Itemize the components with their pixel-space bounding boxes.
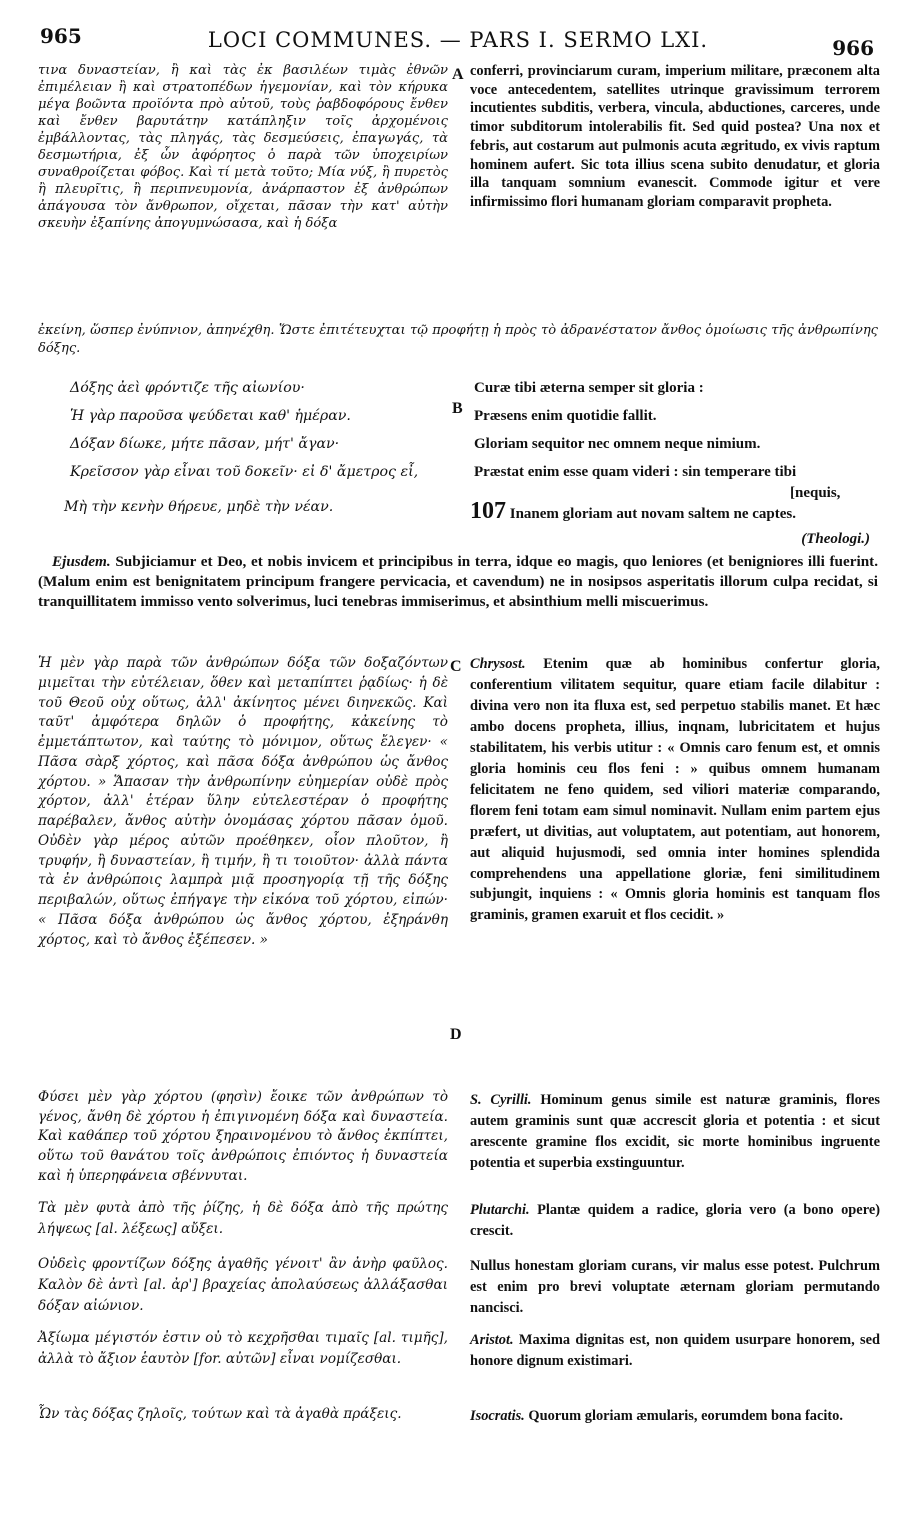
latin-column-plutarch: [470, 1200, 880, 1242]
greek-column-block-1: [38, 62, 448, 318]
greek-full-width-line: [38, 322, 878, 357]
latin-text: Quorum gloriam æmularis, eorumdem bona facito.: [528, 1408, 843, 1424]
verse-line: Ἡ γὰρ παροῦσα ψεύδεται καθ' ἡμέραν.: [70, 408, 351, 424]
verse-line: Curæ tibi æterna semper sit gloria :: [474, 380, 704, 396]
page-number-right: 966: [832, 36, 874, 60]
source-label: Chrysost.: [470, 656, 526, 672]
latin-column-block-1: [470, 62, 880, 318]
greek-verse-last: Μὴ τὴν κενὴν θήρευε, μηδὲ τὴν νέαν.: [64, 499, 334, 515]
greek-text: ἐκείνη, ὥσπερ ἐνύπνιον, ἀπηνέχθη. Ὥστε ἐπιτέτευχται τῷ προφήτῃ ἡ πρὸς τὸ ἀδρανέστατον ἄνθος ὁμοίωσις τῆς ἀνθρωπίνης δόξης.: [38, 323, 878, 356]
greek-text: Ἡ μὲν γὰρ παρὰ τῶν ἀνθρώπων δόξα τῶν δοξαζόντων μιμεῖται τὴν εὐτέλειαν, ὅθεν καὶ μεταπίπτει ῥᾳδίως· ἡ δὲ τοῦ Θεοῦ οὐχ οὕτως, ἀλλ' ἀκίνητος μένει διηνεκῶς. Καὶ ταῦτ' ἀμφότερα δηλῶν ὁ προφήτης, κἀκείνης τὸ ἐμμετάπτωτον, καὶ ταύτης τὸ μόνιμον, οὕτως ἔλεγεν· « Πᾶσα σὰρξ χόρτος, καὶ πᾶσα δόξα ἀνθρώπου ὡς ἄνθος χόρτου. » Ἅπασαν τὴν ἀνθρωπίνην εὐημερίαν οὐδὲ πρὸς χόρτον, ἀλλ' ἑτέραν ὕλην εὐτελεστέραν ὁ προφήτης παρέβαλεν, ἄνθος αὐτὴν ὀνομάσας χόρτου πᾶσαν ὁμοῦ. Οὐδὲν γὰρ μέρος αὐτῶν προέθηκεν, οἷον πλοῦτον, ἢ τρυφήν, ἢ δυναστείαν, ἢ τιμήν, ἢ τι τοιοῦτον· ἀλλὰ πάντα τὰ ἐν ἀνθρώποις λαμπρὰ μιᾷ προσηγορίᾳ τῇ τῆς δόξης περιβαλών, οὕτως ἐπήγαγε τὴν εἰκόνα τοῦ χόρτου, εἰπών· « Πᾶσα δόξα ἀνθρώπου ὡς ἄνθος χόρτου, ἐξηράνθη χόρτος, καὶ τὸ ἄνθος ἐξέπεσεν. »: [38, 655, 448, 948]
greek-text: Ὧν τὰς δόξας ζηλοῖς, τούτων καὶ τὰ ἀγαθὰ πράξεις.: [38, 1406, 402, 1422]
verse-continuation: [nequis,: [790, 485, 841, 501]
paragraph-text: Subjiciamur et Deo, et nobis invicem et principibus in terra, idque eo magis, quo leniores (et benigniores illi fuerint. (Malum enim est benignitatem principum frangere pervicacia, et cavendum) ne in nosipsos asperitatis illorum culpa recidat, si tranquillitatem immisso vento solverimus, luci tenebras immiserimus, et absinthium melli miscuerimus.: [38, 553, 879, 610]
greek-text: Φύσει μὲν γὰρ χόρτου (φησὶν) ἔοικε τῶν ἀνθρώπων τὸ γένος, ἄνθη δὲ χόρτου ἡ ἐπιγινομένη δόξα καὶ δυναστεία. Καὶ καθάπερ τοῦ χόρτου ξηραινομένου τὸ ἄνθος ἐκπίπτει, οὕτω τοῦ θανάτου τοῖς ἀνθρώποις ἐπιόντος ἡ δυναστεία καὶ ἡ ὑπερηφάνεια σβέννυται.: [38, 1089, 448, 1184]
column-number: 107: [470, 498, 506, 524]
latin-column-isocrates: [470, 1406, 880, 1427]
latin-text: conferri, provinciarum curam, imperium militare, præconem alta voce antecedentem, satellites utrinque gravissimum terrorem incutientes subditis, verbera, vincula, abductiones, carceres, unde timor subditorum intolerabilis fit. Sed quid postea? Una nox et febris, aut costarum aut pulmonis acuta ægritudo, ex vivis raptum hominem aufert. Sic tota illius scena subito denudatur, et gloria illa tanquam somnium evanescit. Commode igitur et vere infirmissimo flori humanam gloriam comparavit propheta.: [470, 63, 880, 211]
latin-verses: [474, 374, 884, 486]
latin-column-chrysostom: [470, 654, 880, 1064]
latin-text: Plantæ quidem a radice, gloria vero (a bono opere) crescit.: [470, 1202, 880, 1239]
latin-column-cyril: [470, 1090, 880, 1174]
verse-line: Præsens enim quotidie fallit.: [474, 408, 657, 424]
greek-column-isocrates: [38, 1404, 448, 1425]
greek-column-chrysostom: [38, 654, 448, 1074]
latin-text: Hominum genus simile est naturæ graminis, flores autem graminis sunt quæ accrescit gloria et potentia : et sicut arescente gramine flos excidit, sic morte hominibus ingruente potentia et superbia exstinguuntur.: [470, 1092, 880, 1171]
greek-text: Οὐδεὶς φροντίζων δόξης ἀγαθῆς γένοιτ' ἂν ἀνὴρ φαῦλος. Καλὸν δὲ ἀντὶ [al. ἀρ'] βραχείας ἀπολαύσεως ἀλλάξασθαι δόξαν αἰώνιον.: [38, 1256, 448, 1315]
greek-text: τινα δυναστείαν, ἢ καὶ τὰς ἐκ βασιλέων τιμὰς ἐθνῶν ἐπιμέλειαν ἢ καὶ στρατοπέδων ἡγεμονίαν, καὶ τὸν κήρυκα μέγα βοῶντα προϊόντα πρὸ αὐτοῦ, τοὺς ῥαβδοφόρους ἔνθεν καὶ ἔνθεν βαρυτάτην κατάπληξιν τοῖς ἀρχομένοις ἐμβάλλοντας, τὰς πληγάς, τὰς δεσμεύσεις, ἐπαγωγάς, τὰ δεσμωτήρια, ἐξ ὧν ἀφόρητος ὁ παρὰ τῶν ὑποχειρίων συναθροίζεται φόβος. Καὶ τί μετὰ τοῦτο; Μία νύξ, ἢ πυρετὸς ἢ πλευρῖτις, ἢ περιπνευμονία, ἀνάρπαστον ἐξ ἀνθρώπων ἀπάγουσα τὸν ἄνθρωπον, οἴχεται, πᾶσαν τὴν κατ' αὐτὴν σκευὴν ἐξαπίνης ἀπογυμνώσασα, καὶ ἡ δόξα: [38, 63, 448, 232]
latin-text: Nullus honestam gloriam curans, vir malus esse potest. Pulchrum est enim pro brevi voluptate æternam gloriam permutando nancisci.: [470, 1258, 880, 1316]
source-attribution: (Theologi.): [801, 531, 870, 547]
greek-text: Ἀξίωμα μέγιστόν ἐστιν οὐ τὸ κεχρῆσθαι τιμαῖς [al. τιμῆς], ἀλλὰ τὸ ἄξιον ἑαυτὸν [for. αὐτῶν] εἶναι νομίζεσθαι.: [38, 1330, 448, 1368]
verse-line: Inanem gloriam aut novam saltem ne captes.: [509, 506, 796, 522]
latin-text: Maxima dignitas est, non quidem usurpare honorem, sed honore dignum existimari.: [470, 1332, 880, 1369]
greek-column-nullus: [38, 1254, 448, 1317]
source-label: S. Cyrilli.: [470, 1092, 532, 1108]
source-label: Ejusdem.: [52, 553, 111, 570]
running-title: LOCI COMMUNES. — PARS I. SERMO LXI.: [207, 28, 709, 52]
source-label: Isocratis.: [470, 1408, 525, 1424]
latin-text: Etenim quæ ab hominibus confertur gloria, conferentium vilitatem sequitur, quare etiam facile dilabitur : divina vero non ita fluxa est, sed perpetuo stabilis manet. Et hæc ambo docens propheta, illius, inqnam, lubricitatem et hujus stabilitatem, his verbis utitur : « Omnis caro fenum est, et omnis gloria hominis ceu flos feni : » quibus omnem humanam felicitatem ne feno quidem, sed viliori materiæ comparando, florem feni totam eam simul nominavit. Nullam enim partem ejus præfert, ut divitias, aut voluptatem, aut potentiam, aut honorem, aut aliquid hujusmodi, sed omnia inter homines splendida comprehendens una appellatione gloriæ, feni similitudinem subjungit, inquiens : « Omnis gloria hominis est tanquam flos graminis, gramen exaruit et flos cecidit. »: [470, 656, 880, 924]
verse-line: Δόξης ἀεὶ φρόντιζε τῆς αἰωνίου·: [70, 380, 305, 396]
ejusdem-paragraph: [38, 552, 878, 611]
latin-column-nullus: [470, 1256, 880, 1319]
greek-column-aristotle: [38, 1328, 448, 1370]
margin-letter-b: B: [452, 400, 463, 417]
margin-letter-c: C: [450, 658, 462, 675]
greek-text: Τὰ μὲν φυτὰ ἀπὸ τῆς ῥίζης, ἡ δὲ δόξα ἀπὸ τῆς πρώτης λήψεως [al. λέξεως] αὔξει.: [38, 1200, 448, 1238]
source-label: Plutarchi.: [470, 1202, 530, 1218]
source-label: Aristot.: [470, 1332, 514, 1348]
verse-line: Δόξαν δίωκε, μήτε πᾶσαν, μήτ' ἄγαν·: [70, 436, 340, 452]
latin-verse-last: [470, 496, 880, 526]
latin-column-aristotle: [470, 1330, 880, 1372]
greek-column-cyril: [38, 1088, 448, 1187]
page-number-left: 965: [40, 24, 82, 48]
verse-line: Præstat enim esse quam videri : sin temperare tibi: [474, 464, 797, 480]
greek-column-plutarch: [38, 1198, 448, 1240]
page-header: [0, 22, 916, 60]
margin-letter-a: A: [452, 66, 464, 83]
greek-verses: [70, 374, 450, 486]
margin-letter-d: D: [450, 1026, 462, 1043]
verse-line: Gloriam sequitor nec omnem neque nimium.: [474, 436, 761, 452]
verse-line: Κρεῖσσον γὰρ εἶναι τοῦ δοκεῖν· εἰ δ' ἄμετρος εἶ,: [70, 464, 419, 480]
